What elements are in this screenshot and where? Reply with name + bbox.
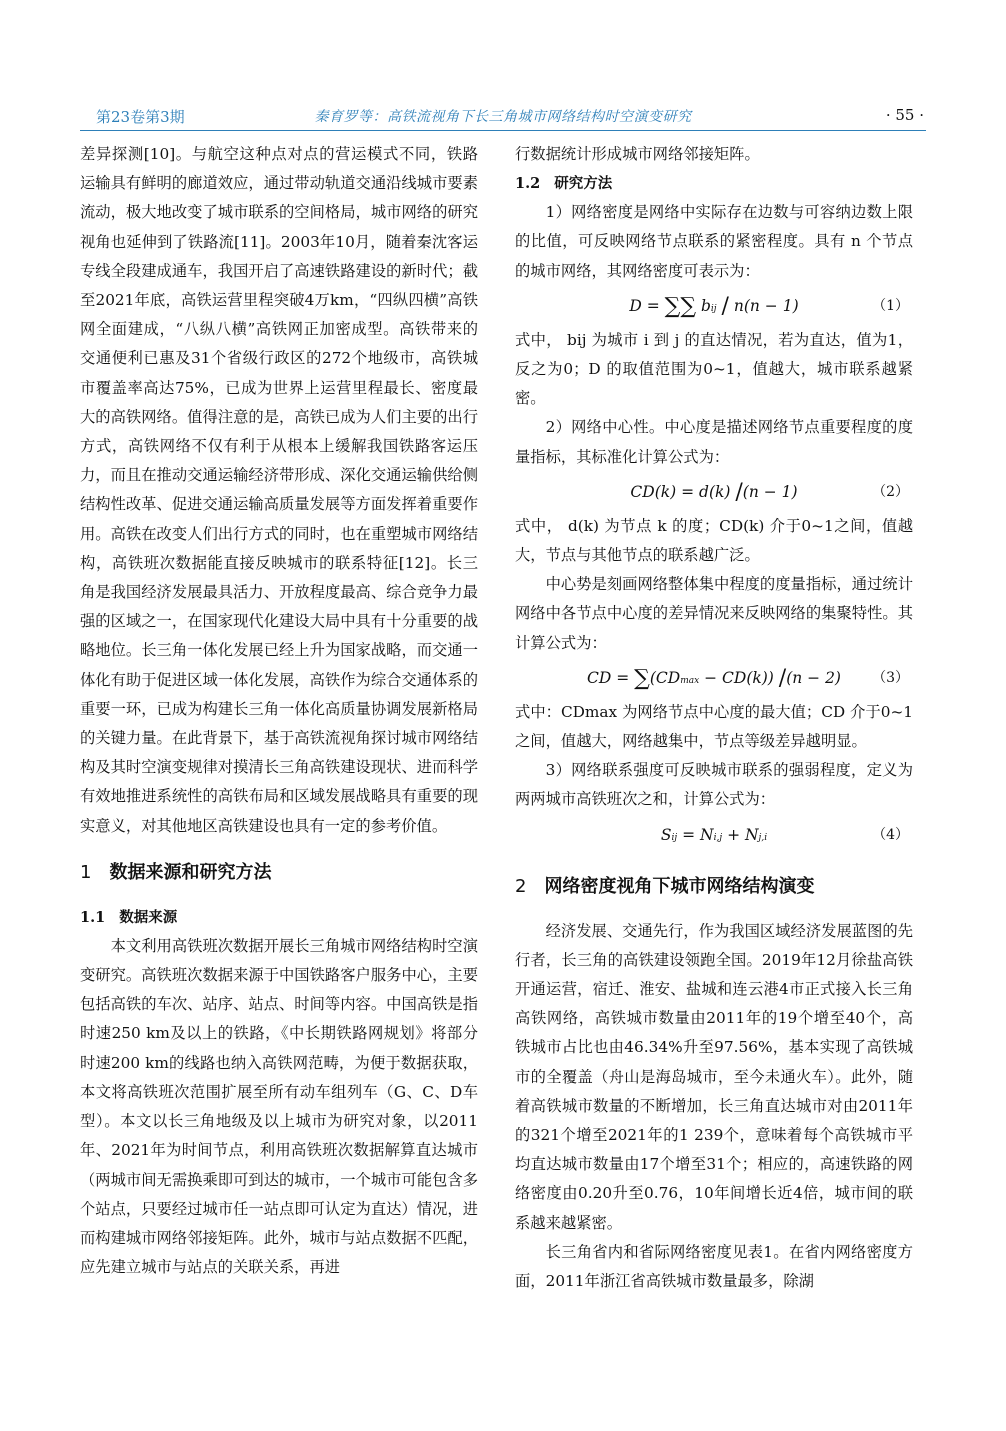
header-rule (80, 130, 926, 131)
paragraph-centrality-explain: 式中， d(k) 为节点 k 的度；CD(k) 介于0~1之间，值越大，节点与其他节点的联系越广泛。 (515, 516, 913, 565)
section-number: 2 (515, 875, 527, 897)
paragraph-centralization-explain: 式中：CDmax 为网络节点中心度的最大值；CD 介于0~1之间，值越大，网络越集中，节点等级差异越明显。 (515, 702, 913, 751)
subsection-number: 1.2 (515, 175, 541, 193)
equation-4-formula: Sij = Ni,j + Nj,i (660, 825, 768, 844)
equation-3-formula: CD = ∑(CDmax − CD(k)) /(n − 2) (587, 665, 841, 691)
equation-1 (515, 286, 913, 326)
journal-volume: 第23卷第3期 (96, 108, 185, 126)
section-heading-2 (515, 873, 913, 901)
running-title: 秦育罗等：高铁流视角下长三角城市网络结构时空演变研究 (314, 109, 692, 125)
section-title: 数据来源和研究方法 (109, 861, 272, 883)
paragraph-continuation: 行数据统计形成城市网络邻接矩阵。 (515, 145, 760, 163)
equation-1-formula: D = ∑∑ bij / n(n − 1) (629, 293, 799, 319)
running-header (80, 102, 926, 132)
paragraph-strength: 3）网络联系强度可反映城市联系的强弱程度，定义为两两城市高铁班次之和，计算公式为： (515, 761, 913, 809)
equation-1-number: （1） (872, 297, 909, 314)
paragraph-centralization: 中心势是刻画网络整体集中程度的度量指标，通过统计网络中各节点中心度的差异情况来反映网络的集聚特性。其计算公式为： (515, 575, 913, 652)
paragraph-intro: 差异探测[10]。与航空这种点对点的营运模式不同，铁路运输具有鲜明的廊道效应，通过带动轨道交通沿线城市要素流动，极大地改变了城市联系的空间格局，城市网络的研究视角也延伸到了铁路流[11]。2003年10月，随着秦沈客运专线全段建成通车，我国开启了高速铁路建设的新时代；截至2021年底，高铁运营里程突破4万km，“四纵四横”高铁网全面建成，“八纵八横”高铁网正加密成型。高铁带来的交通便利已惠及31个省级行政区的272个地级市，高铁城市覆盖率高达75%，已成为世界上运营里程最长、密度最大的高铁网络。值得注意的是，高铁已成为人们主要的出行方式，高铁网络不仅有利于从根本上缓解我国铁路客运压力，而且在推动交通运输经济带形成、深化交通运输供给侧结构性改革、促进交通运输高质量发展等方面发挥着重要作用。高铁在改变人们出行方式的同时，也在重塑城市网络结构，高铁班次数据能直接反映城市的联系特征[12]。长三角是我国经济发展最具活力、开放程度最高、综合竞争力最强的区域之一，在国家现代化建设大局中具有十分重要的战略地位。长三角一体化发展已经上升为国家战略，而交通一体化有助于促进区域一体化发展，高铁作为综合交通体系的重要一环，已成为构建长三角一体化高质量协调发展新格局的关键力量。在此背景下，基于高铁流视角探讨城市网络结构及其时空演变规律对摸清长三角高铁建设现状、进而科学有效地推进系统性的高铁布局和区域发展战略具有重要的现实意义，对其他地区高铁建设也具有一定的参考价值。 (80, 145, 478, 835)
subsection-title: 研究方法 (554, 175, 613, 193)
paragraph-data-source: 本文利用高铁班次数据开展长三角城市网络结构时空演变研究。高铁班次数据来源于中国铁路客户服务中心，主要包括高铁的车次、站序、站点、时间等内容。中国高铁是指时速250 km及以上的铁路，《中长期铁路网规划》将部分时速200 km的线路也纳入高铁网范畴，为便于数据获取，本文将高铁班次范围扩展至所有动车组列车（G、C、D车型）。本文以长三角地级及以上城市为研究对象，以2011年、2021年为时间节点，利用高铁班次数据解算直达城市（两城市间无需换乘即可到达的城市，一个城市可能包含多个站点，只要经过城市任一站点即可认定为直达）情况，进而构建城市网络邻接矩阵。此外，城市与站点数据不匹配，应先建立城市与站点的关联关系，再进 (80, 936, 478, 1277)
section-title: 网络密度视角下城市网络结构演变 (544, 875, 815, 897)
paragraph-table-intro: 长三角省内和省际网络密度见表1。在省内网络密度方面，2011年浙江省高铁城市数量最多，除湖 (515, 1242, 913, 1291)
subsection-heading-1-1 (80, 903, 478, 932)
equation-3-number: （3） (872, 669, 909, 686)
subsection-number: 1.1 (80, 908, 106, 926)
equation-4-number: （4） (872, 826, 909, 843)
paragraph-network-evolution: 经济发展、交通先行，作为我国区域经济发展蓝图的先行者，长三角的高铁建设领跑全国。2019年12月徐盐高铁开通运营，宿迁、淮安、盐城和连云港4市正式接入长三角高铁网络，高铁城市数量由2011年的19个增至40个，高铁城市占比也由46.34%升至97.56%，基本实现了高铁城市的全覆盖（舟山是海岛城市，至今未通火车）。此外，随着高铁城市数量的不断增加，长三角直达城市对由2011年的321个增至2021年的1 239个，意味着每个高铁城市平均直达城市数量由17个增至31个；相应的，高速铁路的网络密度由0.20升至0.76，10年间增长近4倍，城市间的联系越来越紧密。 (515, 921, 913, 1232)
page-number: · 55 · (885, 106, 924, 124)
left-column (80, 140, 478, 1282)
paragraph-density-explain: 式中， bij 为城市 i 到 j 的直达情况，若为直达，值为1，反之为0；D 的取值范围为0~1，值越大，城市联系越紧密。 (515, 330, 913, 408)
equation-2-formula: CD(k) = d(k) /(n − 1) (630, 479, 798, 505)
subsection-title: 数据来源 (119, 908, 178, 926)
equation-2-number: （2） (872, 483, 909, 500)
paragraph-density: 1）网络密度是网络中实际存在边数与可容纳边数上限的比值，可反映网络节点联系的紧密程度。具有 n 个节点的城市网络，其网络密度可表示为： (515, 203, 913, 280)
paragraph-centrality: 2）网络中心性。中心度是描述网络节点重要程度的度量指标，其标准化计算公式为： (515, 418, 913, 466)
section-number: 1 (80, 861, 92, 883)
equation-2 (515, 472, 913, 512)
section-heading-1 (80, 859, 478, 887)
equation-4 (515, 815, 913, 855)
right-column (515, 140, 913, 1296)
equation-3 (515, 658, 913, 698)
subsection-heading-1-2 (515, 169, 913, 198)
